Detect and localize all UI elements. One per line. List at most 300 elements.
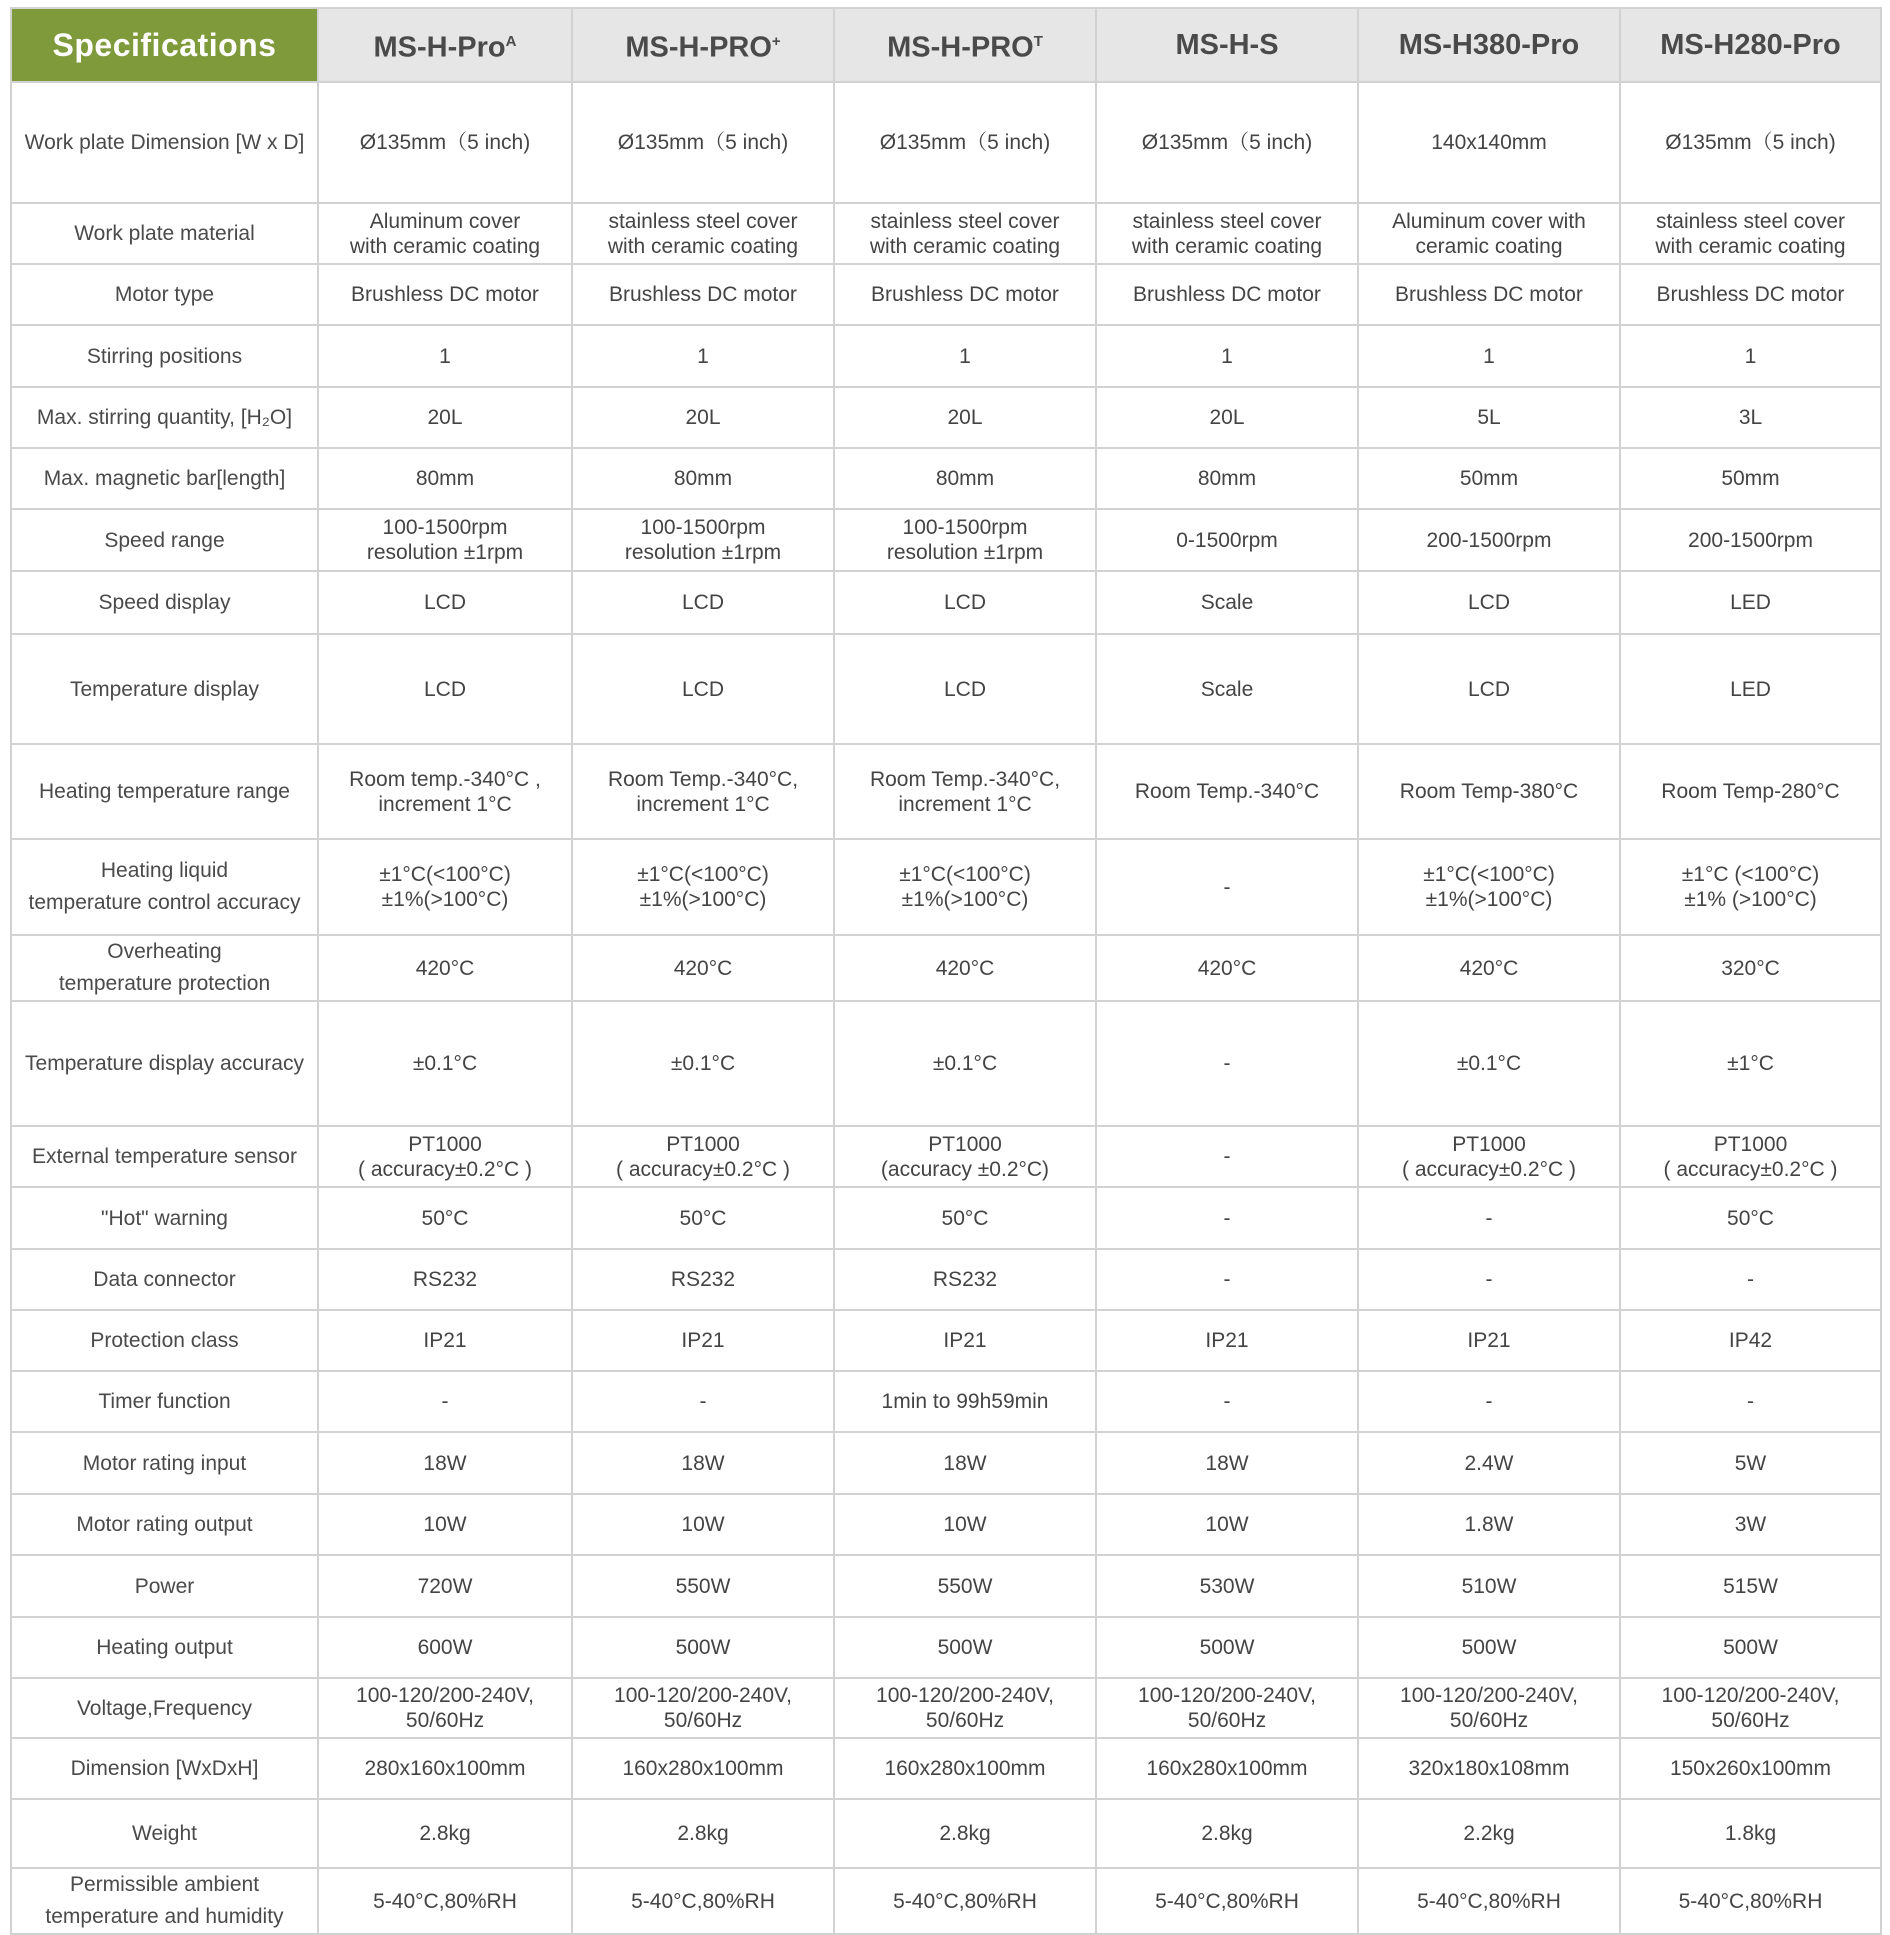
row-label (11, 82, 318, 203)
table-cell (1358, 1310, 1620, 1371)
model-superscript: T (1033, 33, 1043, 51)
table-cell (1620, 387, 1881, 448)
cell-line: PT1000 (928, 1132, 1002, 1156)
table-cell (318, 744, 572, 839)
cell-line: - (1485, 1390, 1493, 1413)
table-cell (834, 1126, 1096, 1187)
cell-line: LED (1730, 677, 1771, 701)
table-cell (1358, 1738, 1620, 1799)
cell-line: LCD (1467, 591, 1510, 614)
table-cell (1096, 1310, 1358, 1371)
table-cell (834, 634, 1096, 744)
table-row (11, 1432, 1881, 1494)
model-superscript: + (771, 33, 781, 51)
table-cell (1358, 1799, 1620, 1868)
table-cell (834, 571, 1096, 634)
cell-line: - (1223, 1206, 1231, 1230)
table-cell (1096, 1432, 1358, 1494)
row-label-line: Motor rating input (82, 1451, 247, 1475)
cell-line: - (441, 1390, 449, 1413)
cell-line: RS232 (932, 1268, 998, 1291)
cell-line: PT1000 (1452, 1132, 1526, 1156)
cell-line: 18W (681, 1451, 725, 1475)
row-label (11, 1868, 318, 1934)
table-row (11, 1187, 1881, 1249)
table-cell (834, 744, 1096, 839)
cell-line: 420°C (673, 956, 733, 980)
row-label (11, 1126, 318, 1187)
cell-line: ±1°C(<100°C) (379, 863, 511, 886)
table-row (11, 325, 1881, 387)
table-cell (1620, 509, 1881, 571)
table-cell (1620, 1187, 1881, 1249)
table-cell (572, 1555, 834, 1617)
row-label (11, 839, 318, 935)
cell-line: 80mm (935, 467, 995, 490)
cell-line: 2.2kg (1463, 1822, 1515, 1845)
row-label-line: Dimension [WxDxH] (70, 1757, 259, 1780)
cell-line: 100-1500rpm (382, 516, 508, 539)
cell-line: 1 (1221, 344, 1233, 368)
table-cell (1096, 1494, 1358, 1555)
row-label (11, 325, 318, 387)
cell-line: 20L (947, 406, 983, 429)
cell-line: IP42 (1728, 1329, 1773, 1352)
table-cell (1096, 82, 1358, 203)
cell-line: 5-40°C,80%RH (1678, 1889, 1823, 1913)
cell-line: ±0.1°C (670, 1052, 736, 1075)
row-label (11, 1001, 318, 1126)
model-name: MS-H-PRO (887, 31, 1034, 64)
table-cell (834, 1249, 1096, 1310)
table-row (11, 203, 1881, 264)
cell-line: Room Temp.-340°C, (869, 767, 1061, 791)
table-cell (1096, 264, 1358, 325)
cell-line: 5-40°C,80%RH (631, 1889, 775, 1913)
cell-line: Brushless DC motor (1395, 283, 1583, 306)
table-cell (1358, 325, 1620, 387)
cell-line: 500W (1461, 1636, 1517, 1659)
table-cell (1358, 1678, 1620, 1738)
cell-line: 550W (675, 1574, 731, 1598)
cell-line: 18W (1205, 1451, 1249, 1475)
row-label-line: Data connector (93, 1268, 236, 1291)
table-body (11, 82, 1881, 1934)
table-cell (1358, 203, 1620, 264)
cell-line: Aluminum cover with (1392, 209, 1586, 233)
table-row (11, 1371, 1881, 1432)
cell-line: 530W (1199, 1574, 1255, 1598)
table-cell (572, 1001, 834, 1126)
cell-line: 50°C (941, 1206, 989, 1230)
row-label-line: Heating temperature range (39, 780, 290, 803)
cell-line: 3L (1738, 406, 1763, 429)
cell-line: Room Temp-380°C (1399, 780, 1579, 803)
table-cell (1620, 1494, 1881, 1555)
cell-line: 5W (1734, 1451, 1767, 1475)
row-label-line: Power (134, 1574, 195, 1598)
cell-line: 50/60Hz (925, 1709, 1005, 1732)
table-cell (834, 325, 1096, 387)
row-label (11, 1494, 318, 1555)
cell-line: 420°C (1459, 956, 1519, 980)
cell-line: 100-1500rpm (640, 516, 766, 539)
row-label (11, 1678, 318, 1738)
table-cell (1096, 1738, 1358, 1799)
cell-line: 280x160x100mm (364, 1757, 526, 1780)
model-header-2 (572, 8, 834, 82)
table-cell (572, 1868, 834, 1934)
table-cell (1620, 1738, 1881, 1799)
cell-line: 100-120/200-240V, (1400, 1684, 1578, 1707)
cell-line: Ø135mm（5 inch) (1665, 131, 1836, 154)
table-cell (318, 1432, 572, 1494)
row-label-line: Work plate material (74, 222, 255, 245)
cell-line: 1 (439, 344, 451, 368)
model-name: MS-H-S (1175, 28, 1279, 61)
cell-line: 0-1500rpm (1176, 528, 1278, 552)
cell-line: ±0.1°C (412, 1052, 478, 1075)
table-cell (1358, 1432, 1620, 1494)
row-label (11, 203, 318, 264)
table-cell (318, 203, 572, 264)
cell-line: 160x280x100mm (884, 1757, 1046, 1780)
cell-line: 5-40°C,80%RH (1155, 1889, 1299, 1913)
table-cell (1620, 203, 1881, 264)
table-cell (1096, 387, 1358, 448)
table-cell (834, 1371, 1096, 1432)
table-cell (834, 1432, 1096, 1494)
table-row (11, 935, 1881, 1001)
row-label (11, 448, 318, 509)
cell-line: Brushless DC motor (609, 283, 797, 306)
cell-line: Ø135mm（5 inch) (1141, 131, 1313, 154)
table-cell (1620, 935, 1881, 1001)
model-header-6 (1620, 8, 1881, 82)
table-row (11, 571, 1881, 634)
table-cell (1620, 325, 1881, 387)
cell-line: 160x280x100mm (1146, 1757, 1308, 1780)
table-cell (834, 264, 1096, 325)
table-cell (1096, 1868, 1358, 1934)
cell-line: 50/60Hz (1449, 1709, 1529, 1732)
cell-line: RS232 (412, 1268, 478, 1291)
cell-line: Ø135mm（5 inch) (617, 131, 789, 154)
cell-line: - (1747, 1390, 1754, 1413)
table-cell (1096, 1678, 1358, 1738)
table-cell (572, 264, 834, 325)
cell-line: 720W (417, 1574, 473, 1598)
cell-line: PT1000 (408, 1132, 482, 1156)
cell-line: 420°C (1197, 956, 1257, 980)
table-cell (1358, 1868, 1620, 1934)
table-row (11, 1617, 1881, 1678)
table-cell (572, 509, 834, 571)
row-label (11, 1617, 318, 1678)
cell-line: 100-1500rpm (902, 516, 1028, 539)
table-cell (318, 448, 572, 509)
table-cell (1096, 634, 1358, 744)
row-label-line: Max. magnetic bar[length] (43, 467, 286, 490)
cell-line: ±1°C (<100°C) (1681, 863, 1820, 886)
model-header-5 (1358, 8, 1620, 82)
table-cell (834, 935, 1096, 1001)
cell-line: 510W (1461, 1574, 1517, 1598)
model-header-4 (1096, 8, 1358, 82)
table-cell (1358, 264, 1620, 325)
table-cell (318, 1738, 572, 1799)
table-cell (1620, 1678, 1881, 1738)
table-cell (1358, 634, 1620, 744)
table-row (11, 1126, 1881, 1187)
table-cell (1358, 935, 1620, 1001)
table-cell (1620, 1555, 1881, 1617)
cell-line: LCD (423, 591, 466, 614)
table-cell (572, 1249, 834, 1310)
cell-line: 515W (1723, 1574, 1778, 1598)
cell-line: 550W (937, 1574, 993, 1598)
table-cell (1358, 1001, 1620, 1126)
table-cell (318, 1001, 572, 1126)
cell-line: (accuracy ±0.2°C) (880, 1157, 1050, 1181)
cell-line: 50°C (1727, 1206, 1774, 1230)
table-cell (1358, 571, 1620, 634)
row-label-line: Permissible ambient (69, 1873, 260, 1896)
table-cell (1358, 448, 1620, 509)
table-cell (1620, 1617, 1881, 1678)
table-cell (318, 509, 572, 571)
cell-line: ceramic coating (1415, 234, 1563, 258)
row-label-line: Heating output (96, 1636, 233, 1659)
table-cell (1096, 1126, 1358, 1187)
cell-line: 50/60Hz (1711, 1709, 1790, 1732)
table-cell (1358, 1555, 1620, 1617)
cell-line: 100-120/200-240V, (1661, 1684, 1840, 1707)
cell-line: 200-1500rpm (1426, 528, 1552, 552)
table-row (11, 744, 1881, 839)
model-name: MS-H-PRO (625, 31, 772, 64)
table-row (11, 1001, 1881, 1126)
table-cell (834, 1001, 1096, 1126)
row-label (11, 387, 318, 448)
row-label-line: Heating liquid (100, 859, 229, 882)
table-row (11, 1678, 1881, 1738)
cell-line: Brushless DC motor (351, 283, 539, 306)
table-cell (1358, 1371, 1620, 1432)
table-cell (834, 82, 1096, 203)
table-cell (572, 1126, 834, 1187)
cell-line: resolution ±1rpm (624, 541, 782, 564)
cell-line: 80mm (415, 467, 475, 490)
table-cell (1358, 744, 1620, 839)
row-label-line: Temperature display (69, 677, 260, 701)
model-name: MS-H-Pro (373, 31, 506, 64)
row-label-line: temperature control accuracy (28, 891, 301, 914)
table-cell (318, 839, 572, 935)
table-cell (1096, 1371, 1358, 1432)
table-cell (318, 1310, 572, 1371)
cell-line: 10W (1205, 1513, 1249, 1536)
table-cell (1620, 571, 1881, 634)
cell-line: 5L (1477, 406, 1501, 429)
row-label-line: Timer function (98, 1390, 231, 1413)
cell-line: with ceramic coating (1131, 234, 1323, 258)
row-label-line: Motor rating output (76, 1513, 253, 1536)
cell-line: ( accuracy±0.2°C ) (1663, 1157, 1838, 1181)
row-label-line: Stirring positions (86, 344, 243, 368)
cell-line: LED (1730, 591, 1771, 614)
table-cell (318, 1617, 572, 1678)
cell-line: 2.4W (1464, 1451, 1514, 1475)
cell-line: 100-120/200-240V, (614, 1684, 792, 1707)
table-cell (318, 264, 572, 325)
table-cell (1096, 839, 1358, 935)
table-cell (834, 1187, 1096, 1249)
cell-line: IP21 (1467, 1329, 1511, 1352)
cell-line: Scale (1200, 677, 1254, 701)
cell-line: 20L (1209, 406, 1245, 429)
cell-line: 100-120/200-240V, (876, 1684, 1054, 1707)
cell-line: - (699, 1390, 707, 1413)
table-cell (1358, 387, 1620, 448)
cell-line: ( accuracy±0.2°C ) (1402, 1157, 1576, 1181)
table-cell (1096, 203, 1358, 264)
table-row (11, 1555, 1881, 1617)
table-row (11, 1249, 1881, 1310)
cell-line: 50°C (421, 1206, 469, 1230)
row-label (11, 1249, 318, 1310)
header-row (11, 8, 1881, 82)
table-cell (834, 387, 1096, 448)
table-row (11, 1494, 1881, 1555)
cell-line: LCD (423, 677, 466, 701)
table-cell (834, 1494, 1096, 1555)
cell-line: 500W (1723, 1636, 1778, 1659)
table-cell (1620, 1310, 1881, 1371)
table-cell (1096, 1187, 1358, 1249)
cell-line: 5-40°C,80%RH (1417, 1889, 1561, 1913)
table-cell (1096, 571, 1358, 634)
cell-line: Room Temp-280°C (1661, 780, 1840, 803)
row-label-line: Overheating (107, 940, 222, 963)
cell-line: 5-40°C,80%RH (373, 1889, 517, 1913)
row-label-line: Max. stirring quantity, [H₂O] (36, 406, 293, 429)
table-cell (1358, 509, 1620, 571)
cell-line: Ø135mm（5 inch) (879, 131, 1051, 154)
cell-line: 20L (685, 406, 721, 429)
table-cell (572, 387, 834, 448)
table-cell (572, 1678, 834, 1738)
row-label (11, 1432, 318, 1494)
cell-line: 1.8kg (1724, 1822, 1777, 1845)
table-cell (318, 1555, 572, 1617)
cell-line: ±1°C (1727, 1052, 1774, 1075)
table-cell (1620, 1432, 1881, 1494)
cell-line: 1 (1744, 344, 1757, 368)
table-cell (572, 839, 834, 935)
table-cell (1620, 264, 1881, 325)
cell-line: - (1485, 1206, 1493, 1230)
row-label-line: Speed range (104, 528, 225, 552)
table-cell (834, 203, 1096, 264)
cell-line: stainless steel cover (1655, 209, 1846, 233)
table-cell (1620, 1249, 1881, 1310)
cell-line: ±1%(>100°C) (1425, 888, 1553, 911)
row-label-line: Protection class (90, 1329, 239, 1352)
cell-line: resolution ±1rpm (366, 541, 524, 564)
cell-line: 20L (427, 406, 463, 429)
table-cell (572, 1187, 834, 1249)
cell-line: 1min to 99h59min (881, 1390, 1049, 1413)
table-cell (318, 387, 572, 448)
cell-line: - (1485, 1268, 1493, 1291)
cell-line: ±1%(>100°C) (901, 888, 1029, 911)
cell-line: LCD (1467, 677, 1510, 701)
cell-line: with ceramic coating (607, 234, 799, 258)
cell-line: 2.8kg (419, 1822, 471, 1845)
table-cell (318, 935, 572, 1001)
table-cell (572, 1738, 834, 1799)
cell-line: ±1%(>100°C) (639, 888, 767, 911)
cell-line: 80mm (1197, 467, 1257, 490)
table-cell (834, 1799, 1096, 1868)
cell-line: ±1°C(<100°C) (899, 863, 1031, 886)
table-cell (1620, 744, 1881, 839)
cell-line: Brushless DC motor (1133, 283, 1321, 306)
row-label (11, 264, 318, 325)
row-label (11, 634, 318, 744)
cell-line: 3W (1734, 1513, 1767, 1536)
cell-line: with ceramic coating (869, 234, 1061, 258)
model-superscript: A (505, 33, 517, 51)
cell-line: 2.8kg (677, 1822, 729, 1845)
table-cell (1096, 1001, 1358, 1126)
cell-line: 50°C (679, 1206, 727, 1230)
table-cell (1620, 82, 1881, 203)
cell-line: 1 (1483, 344, 1495, 368)
table-cell (572, 1799, 834, 1868)
table-cell (318, 1678, 572, 1738)
cell-line: with ceramic coating (349, 234, 541, 258)
cell-line: 100-120/200-240V, (356, 1684, 534, 1707)
table-row (11, 1738, 1881, 1799)
cell-line: 420°C (935, 956, 995, 980)
table-cell (1096, 1617, 1358, 1678)
table-cell (1620, 1001, 1881, 1126)
cell-line: Room Temp.-340°C, (607, 767, 799, 791)
table-cell (318, 1249, 572, 1310)
table-cell (1096, 1555, 1358, 1617)
table-cell (572, 571, 834, 634)
table-cell (1096, 744, 1358, 839)
cell-line: IP21 (1205, 1329, 1249, 1352)
table-row (11, 448, 1881, 509)
cell-line: - (1223, 1390, 1231, 1413)
cell-line: increment 1°C (636, 792, 770, 816)
table-cell (318, 1371, 572, 1432)
cell-line: 320x180x108mm (1408, 1757, 1570, 1780)
table-cell (318, 571, 572, 634)
table-cell (1358, 1494, 1620, 1555)
cell-line: 50mm (1721, 467, 1780, 490)
cell-line: 10W (681, 1513, 725, 1536)
table-cell (1620, 1799, 1881, 1868)
cell-line: - (1747, 1268, 1754, 1291)
cell-line: - (1223, 1052, 1231, 1075)
cell-line: 50/60Hz (405, 1709, 485, 1732)
table-cell (1358, 839, 1620, 935)
row-label (11, 1371, 318, 1432)
